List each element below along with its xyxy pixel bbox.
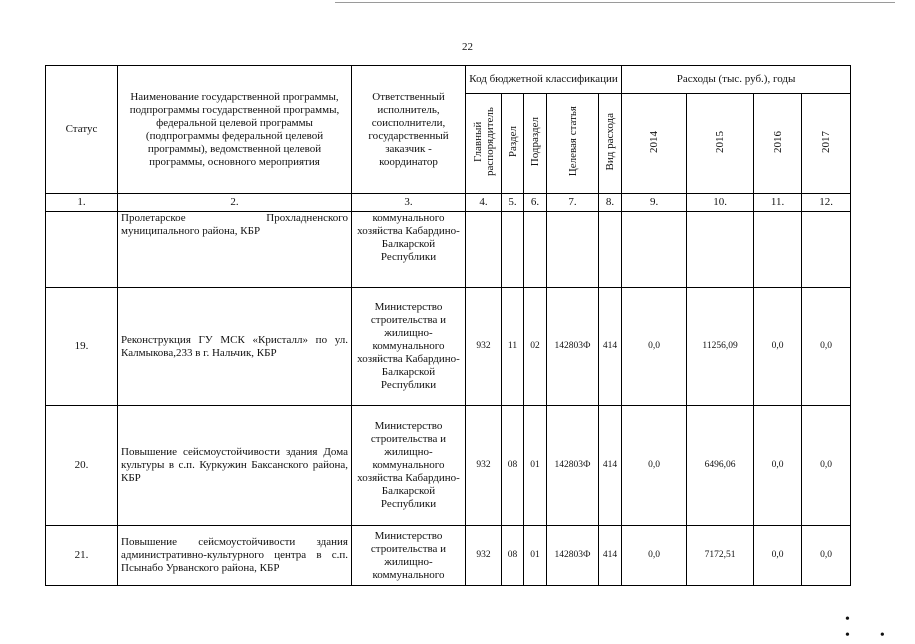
row-name: Повышение сейсмоустойчивости здания Дома культуры в с.п. Куркужин Баксанского района, КБР	[118, 406, 352, 526]
header-year-2017: 2017	[820, 130, 833, 153]
row-subsection: 01	[524, 406, 547, 526]
header-year-2016: 2016	[771, 130, 784, 153]
row-target-item: 142803Ф	[547, 526, 599, 586]
header-status: Статус	[46, 66, 118, 194]
row-2014: 0,0	[622, 526, 687, 586]
row-main-manager: 932	[466, 406, 502, 526]
table-row	[46, 526, 851, 586]
row-name: Реконструкция ГУ МСК «Кристалл» по ул. Калмыкова,233 в г. Нальчик, КБР	[118, 288, 352, 406]
table-row	[46, 406, 851, 526]
row-executor: Министерство строительства и жилищно-коммунального	[352, 526, 466, 586]
header-subsection: Подраздел	[529, 116, 541, 167]
row-target-item: 142803Ф	[547, 288, 599, 406]
row-2015: 7172,51	[687, 526, 754, 586]
row-name: Повышение сейсмоустойчивости здания административно-культурного центра в с.п. Псынабо Урванского района, КБР	[118, 526, 352, 586]
row-2016	[754, 212, 802, 288]
row-executor: Министерство строительства и жилищно-коммунального хозяйства Кабардино-Балкарской Республики	[352, 288, 466, 406]
page-number: 22	[462, 41, 473, 53]
col-number-8: 8.	[599, 194, 622, 212]
col-number-1: 1.	[46, 194, 118, 212]
row-2017: 0,0	[802, 526, 851, 586]
row-section: 11	[502, 288, 524, 406]
row-main-manager	[466, 212, 502, 288]
header-name: Наименование государственной программы, подпрограммы государственной программы, федеральной целевой программы (подпрограммы федеральной целевой программы), ведомственной целевой программы, основного мероприятия	[118, 66, 352, 194]
header-year-2014: 2014	[648, 130, 661, 153]
row-expense-type: 414	[599, 288, 622, 406]
row-2014	[622, 212, 687, 288]
col-number-11: 11.	[754, 194, 802, 212]
row-subsection	[524, 212, 547, 288]
row-2016: 0,0	[754, 288, 802, 406]
row-expense-type: 414	[599, 526, 622, 586]
row-main-manager: 932	[466, 526, 502, 586]
row-executor: коммунального хозяйства Кабардино-Балкарской Республики	[352, 212, 466, 288]
col-number-9: 9.	[622, 194, 687, 212]
table-row	[46, 288, 851, 406]
header-section: Раздел	[506, 125, 519, 158]
row-2015	[687, 212, 754, 288]
row-subsection: 02	[524, 288, 547, 406]
row-main-manager: 932	[466, 288, 502, 406]
row-expense-type	[599, 212, 622, 288]
row-2017: 0,0	[802, 406, 851, 526]
row-section	[502, 212, 524, 288]
row-section: 08	[502, 406, 524, 526]
row-2015: 6496,06	[687, 406, 754, 526]
scan-top-edge-line	[335, 2, 895, 3]
row-target-item	[547, 212, 599, 288]
row-2017	[802, 212, 851, 288]
header-expense-type: Вид расхода	[604, 112, 617, 171]
row-executor: Министерство строительства и жилищно-коммунального хозяйства Кабардино-Балкарской Республики	[352, 406, 466, 526]
row-2016: 0,0	[754, 406, 802, 526]
row-name: Пролетарское Прохладненского муниципального района, КБР	[118, 212, 352, 288]
row-2014: 0,0	[622, 288, 687, 406]
row-status	[46, 212, 118, 288]
header-main-manager: Главный распорядитель	[471, 107, 496, 176]
col-number-12: 12.	[802, 194, 851, 212]
header-year-2015: 2015	[714, 130, 727, 153]
row-2017: 0,0	[802, 288, 851, 406]
row-expense-type: 414	[599, 406, 622, 526]
col-number-5: 5.	[502, 194, 524, 212]
row-subsection: 01	[524, 526, 547, 586]
row-status: 20.	[46, 406, 118, 526]
row-status: 21.	[46, 526, 118, 586]
table-row	[46, 212, 851, 288]
row-2016: 0,0	[754, 526, 802, 586]
header-budget-code: Код бюджетной классификации	[466, 66, 622, 94]
row-2015: 11256,09	[687, 288, 754, 406]
col-number-3: 3.	[352, 194, 466, 212]
row-target-item: 142803Ф	[547, 406, 599, 526]
col-number-7: 7.	[547, 194, 599, 212]
header-target-item: Целевая статья	[566, 106, 579, 177]
row-section: 08	[502, 526, 524, 586]
header-expenses: Расходы (тыс. руб.), годы	[622, 66, 851, 94]
scan-artifact-dots: • ••	[845, 612, 915, 643]
column-numbering-row	[46, 194, 851, 212]
budget-table	[45, 65, 851, 586]
col-number-4: 4.	[466, 194, 502, 212]
col-number-10: 10.	[687, 194, 754, 212]
col-number-2: 2.	[118, 194, 352, 212]
header-executor: Ответственный исполнитель, соисполнители, государственный заказчик - координатор	[352, 66, 466, 194]
header-row-top	[46, 66, 851, 94]
row-status: 19.	[46, 288, 118, 406]
row-2014: 0,0	[622, 406, 687, 526]
col-number-6: 6.	[524, 194, 547, 212]
